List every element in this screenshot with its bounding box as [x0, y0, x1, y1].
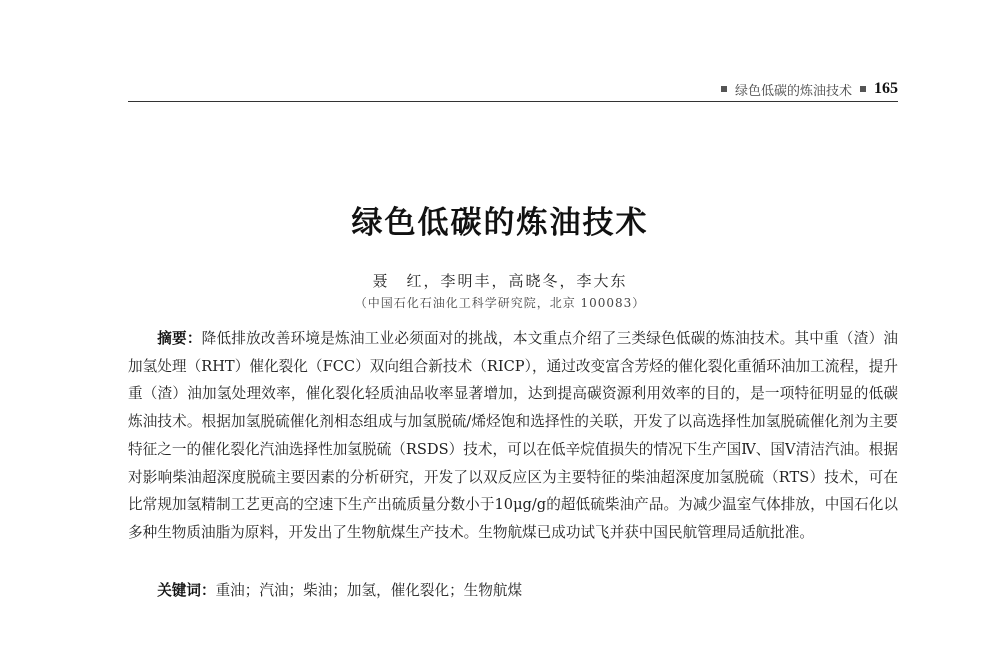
affiliation: （中国石化石油化工科学研究院，北京 100083）: [354, 296, 646, 310]
running-title: 绿色低碳的炼油技术: [734, 83, 852, 99]
abstract-text: 降低排放改善环境是炼油工业必须面对的挑战，本文重点介绍了三类绿色低碳的炼油技术。其中重（渣）油加氢处理（RHT）催化裂化（FCC）双向组合新技术（RICP），通过改变富含芳烃的催化裂化重循环油加工流程，提升重（渣）油加氢处理效率，催化裂化轻质油品收率显著增加，达到提高碳资源利用效率的目的，是一项特征明显的低碳炼油技术。根据加氢脱硫催化剂相态组成与加氢脱硫/烯烃饱和选择性的关联，开发了以高选择性加氢脱硫催化剂为主要特征之一的催化裂化汽油选择性加氢脱硫（RSDS）技术，可以在低辛烷值损失的情况下生产国Ⅳ、国Ⅴ清洁汽油。根据对影响柴油超深度脱硫主要因素的分析研究，开发了以双反应区为主要特征的柴油超深度加氢脱硫（RTS）技术，可在比常规加氢精制工艺更高的空速下生产出硫质量分数小于10μg/g的超低硫柴油产品。为减少温室气体排放，中国石化以多种生物质油脂为原料，开发出了生物航煤生产技术。生物航煤已成功试飞并获中国民航管理局适航批准。: [128, 330, 898, 541]
keywords-label: 关键词：: [157, 582, 216, 599]
keywords: [128, 577, 898, 604]
abstract-label: 摘要：: [157, 330, 202, 347]
running-header: [128, 80, 898, 98]
square-bullet-icon: [721, 86, 727, 92]
authors: 聂 红，李明丰，高晓冬，李大东: [372, 272, 628, 290]
abstract: [128, 325, 898, 547]
square-bullet-icon: [860, 86, 866, 92]
paper-title: 绿色低碳的炼油技术: [351, 205, 649, 241]
header-rule: [128, 101, 898, 102]
keywords-text: 重油；汽油；柴油；加氢，催化裂化；生物航煤: [215, 582, 523, 599]
page-number: 165: [874, 80, 898, 97]
